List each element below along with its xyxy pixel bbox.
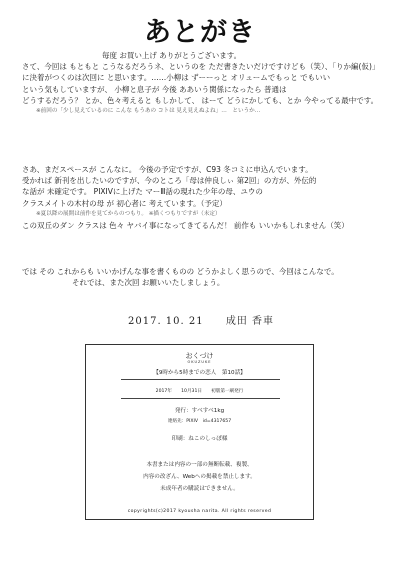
afterword-line: それでは、また次回 お願いいたしましょう。 <box>72 278 225 288</box>
signature-date: 2017. 10. 21 <box>128 316 204 327</box>
afterword-note: ※前回の「少し見えているのに こんな もうあの コトは 見え見えぬよね」… というか… <box>36 108 261 115</box>
afterword-heading: あとがき <box>144 17 256 48</box>
colophon-box <box>85 344 314 520</box>
colophon-divider <box>121 379 280 380</box>
afterword-line: 受かれば 新刊を出したいのですが、今のところ「母は仲良しぃ 第2回」の方が、外伝的 <box>22 176 317 186</box>
colophon-work-title: 【9時から5時までの恋人 第10話】 <box>153 370 246 376</box>
afterword-line: さあ、まだスペースが こんなに。 今後の予定ですが、C93 冬コミに申込んでいます。 <box>22 165 313 174</box>
colophon-subtitle: OKUZUKE <box>187 360 212 364</box>
afterword-paragraph-2 <box>22 164 382 231</box>
afterword-line: クラスメイトの木村の母 が 初心者に 考えています。（予定） <box>22 198 227 208</box>
afterword-line: という気もしていますが、 小柳と息子が 今後 ああいう関係になったら 普通は <box>22 84 287 94</box>
colophon-publisher: 発行：すべすべ1kg <box>174 408 225 414</box>
afterword-line: どうするだろう？ とか、色々考えると もしかして、 はーて どうにかしても、とか 今やってる最中です。 <box>22 95 379 105</box>
afterword-paragraph-1 <box>22 50 382 117</box>
signature <box>128 312 292 327</box>
afterword-line: この双丘のダン クラスは 色々 ヤバイ事になってきてるんだ！ 前作も いいかもしれません（笑） <box>22 221 349 231</box>
colophon-legal-line: 未成年者の購読はできません。 <box>160 486 239 492</box>
afterword-note: ※夏以降の展開は前作を見てからのつもり。 ※描くつもりですが（未定） <box>36 210 221 217</box>
colophon-printer: 印刷：ねこのしっぽ様 <box>171 436 228 442</box>
afterword-line: な話が 未確定です。 PIXIVに上げた マーⅢ話の現れた少年の母、ユウの <box>22 187 263 197</box>
afterword-line: 毎度 お買い上げ ありがとうございます。 <box>102 51 242 60</box>
colophon-divider <box>121 398 280 399</box>
signature-name: 成田 香車 <box>225 316 274 327</box>
colophon-date: 2017年 10月31日 初版第一刷発行 <box>155 389 244 394</box>
colophon-title: おくづけ <box>185 352 214 360</box>
afterword-line: では その これからも いいかげんな事を書くものの どうかよしく思うので、今回はこんなで。 <box>22 267 339 276</box>
afterword-line: さて、今回は もともと こうなるだろうネ、というのを ただ書きたいだけですけども（笑）、「りか編(仮)」 <box>22 62 380 72</box>
afterword-paragraph-3 <box>22 266 382 288</box>
afterword-line: に決着がつくのは次回に と思います。……小柳は ずーーっと オリュームでもっと でもいい <box>22 73 331 83</box>
colophon-copyright: copyrights(c)2017 kyousha narita. All rights reserved <box>127 509 272 514</box>
colophon-legal-line: 内容の改ざん、Webへの掲載を禁止します。 <box>143 474 256 480</box>
colophon-legal-line: 本書または内容の一部の無断転載、複製、 <box>146 462 253 468</box>
colophon-contact: 連絡先：PIXIV id=4317657 <box>167 419 232 424</box>
